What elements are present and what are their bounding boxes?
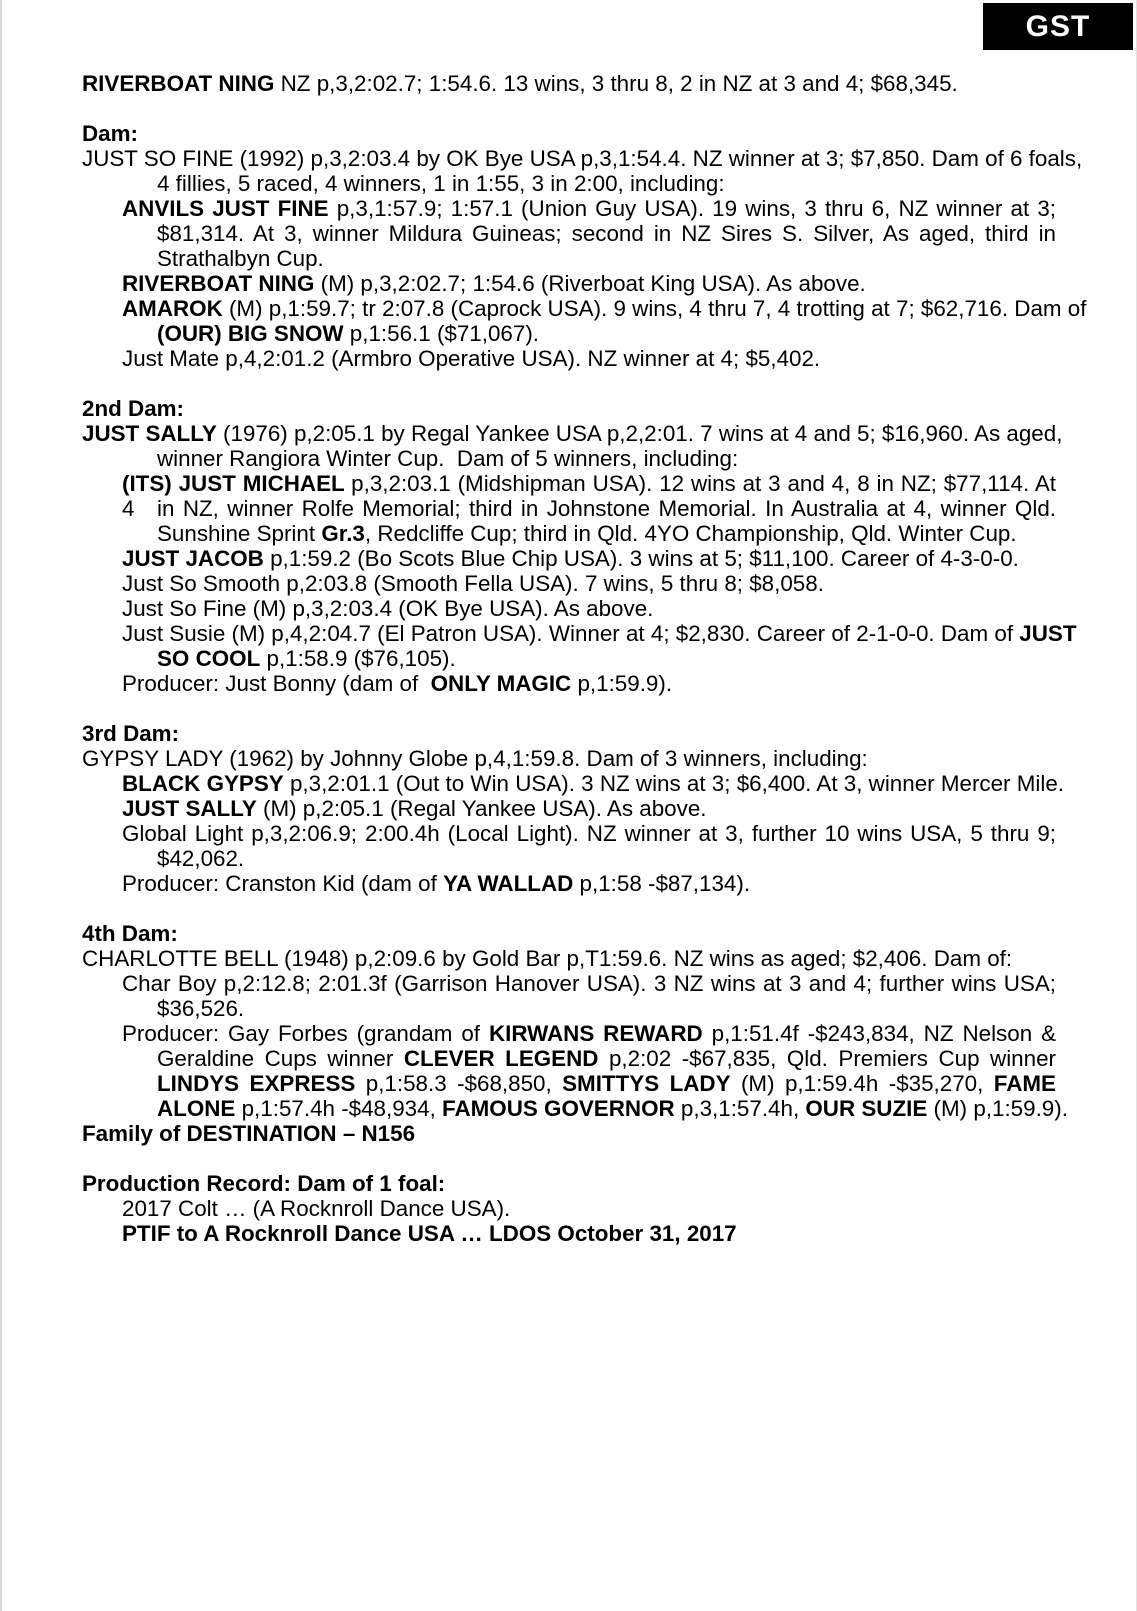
text-line: JUST SALLY (M) p,2:05.1 (Regal Yankee USA). As above. xyxy=(122,796,707,821)
text-line: Just Mate p,4,2:01.2 (Armbro Operative USA). NZ winner at 4; $5,402. xyxy=(122,346,821,371)
text-line: winner Rangiora Winter Cup. Dam of 5 winners, including: xyxy=(157,446,739,471)
text-line: $42,062. xyxy=(157,846,245,871)
text-line: Producer: Gay Forbes (grandam of KIRWANS REWARD p,1:51.4f -$243,834, NZ Nelson & xyxy=(122,1021,1057,1046)
text-line: 4 fillies, 5 raced, 4 winners, 1 in 1:55, 3 in 2:00, including: xyxy=(157,171,725,196)
section-header xyxy=(82,71,1056,96)
text-line: Producer: Just Bonny (dam of ONLY MAGIC p,1:59.9). xyxy=(122,671,673,696)
pedigree-text xyxy=(2,0,1136,1246)
text-line: GYPSY LADY (1962) by Johnny Globe p,4,1:59.8. Dam of 3 winners, including: xyxy=(82,746,868,771)
text-line: BLACK GYPSY p,3,2:01.1 (Out to Win USA). 3 NZ wins at 3; $6,400. At 3, winner Mercer Mile. xyxy=(122,771,1064,796)
section-second-dam xyxy=(82,396,1077,696)
text-line: ANVILS JUST FINE p,3,1:57.9; 1:57.1 (Union Guy USA). 19 wins, 3 thru 6, NZ winner at 3; xyxy=(122,196,1056,221)
text-line: CHARLOTTE BELL (1948) p,2:09.6 by Gold Bar p,T1:59.6. NZ wins as aged; $2,406. Dam of: xyxy=(82,946,1013,971)
text-line: Char Boy p,2:12.8; 2:01.3f (Garrison Hanover USA). 3 NZ wins at 3 and 4; further wins USA; xyxy=(122,971,1056,996)
text-line: RIVERBOAT NING (M) p,3,2:02.7; 1:54.6 (Riverboat King USA). As above. xyxy=(122,271,866,296)
text-line: Geraldine Cups winner CLEVER LEGEND p,2:02 -$67,835, Qld. Premiers Cup winner xyxy=(157,1046,1056,1071)
section-production-record xyxy=(82,1171,1056,1246)
section-heading: Dam: xyxy=(82,121,138,146)
text-line: PTIF to A Rocknroll Dance USA … LDOS October 31, 2017 xyxy=(122,1221,737,1246)
text-line: (OUR) BIG SNOW p,1:56.1 ($71,067). xyxy=(157,321,540,346)
text-line: Strathalbyn Cup. xyxy=(157,246,324,271)
text-line: JUST SO FINE (1992) p,3,2:03.4 by OK Bye USA p,3,1:54.4. NZ winner at 3; $7,850. Dam of 6 foals, xyxy=(82,146,1083,171)
text-line: Just So Fine (M) p,3,2:03.4 (OK Bye USA). As above. xyxy=(122,596,654,621)
text-line: ALONE p,1:57.4h -$48,934, FAMOUS GOVERNOR p,3,1:57.4h, OUR SUZIE (M) p,1:59.9). xyxy=(157,1096,1068,1121)
text-line: $81,314. At 3, winner Mildura Guineas; second in NZ Sires S. Silver, As aged, third in xyxy=(157,221,1056,246)
text-line: Global Light p,3,2:06.9; 2:00.4h (Local Light). NZ winner at 3, further 10 wins USA, 5 thru 9; xyxy=(122,821,1056,846)
text-line: in NZ, winner Rolfe Memorial; third in Johnstone Memorial. In Australia at 4, winner Qld. xyxy=(157,496,1056,521)
section-third-dam xyxy=(82,721,1064,896)
section-fourth-dam xyxy=(82,921,1068,1146)
text-line: $36,526. xyxy=(157,996,245,1021)
section-heading: 3rd Dam: xyxy=(82,721,180,746)
text-line: (ITS) JUST MICHAEL p,3,2:03.1 (Midshipman USA). 12 wins at 3 and 4, 8 in NZ; $77,114. At 4 xyxy=(122,471,1056,521)
text-line: Just So Smooth p,2:03.8 (Smooth Fella USA). 7 wins, 5 thru 8; $8,058. xyxy=(122,571,824,596)
text-line: JUST JACOB p,1:59.2 (Bo Scots Blue Chip USA). 3 wins at 5; $11,100. Career of 4-3-0-0. xyxy=(122,546,1019,571)
text-line: RIVERBOAT NING NZ p,3,2:02.7; 1:54.6. 13 wins, 3 thru 8, 2 in NZ at 3 and 4; $68,345. xyxy=(82,71,958,96)
section-heading: 4th Dam: xyxy=(82,921,178,946)
text-line: 2017 Colt … (A Rocknroll Dance USA). xyxy=(122,1196,511,1221)
text-line: Producer: Cranston Kid (dam of YA WALLAD p,1:58 -$87,134). xyxy=(122,871,751,896)
section-heading: Production Record: Dam of 1 foal: xyxy=(82,1171,446,1196)
section-heading: 2nd Dam: xyxy=(82,396,185,421)
text-line: SO COOL p,1:58.9 ($76,105). xyxy=(157,646,456,671)
text-line: JUST SALLY (1976) p,2:05.1 by Regal Yankee USA p,2,2:01. 7 wins at 4 and 5; $16,960. As aged, xyxy=(82,421,1063,446)
text-line: Just Susie (M) p,4,2:04.7 (El Patron USA). Winner at 4; $2,830. Career of 2-1-0-0. Dam of JUST xyxy=(122,621,1077,646)
text-line: LINDYS EXPRESS p,1:58.3 -$68,850, SMITTYS LADY (M) p,1:59.4h -$35,270, FAME xyxy=(157,1071,1056,1096)
section-dam xyxy=(82,121,1087,371)
text-line: Sunshine Sprint Gr.3, Redcliffe Cup; third in Qld. 4YO Championship, Qld. Winter Cup. xyxy=(157,521,1017,546)
text-line: Family of DESTINATION – N156 xyxy=(82,1121,416,1146)
gst-badge: GST xyxy=(983,3,1133,50)
text-line: AMAROK (M) p,1:59.7; tr 2:07.8 (Caprock USA). 9 wins, 4 thru 7, 4 trotting at 7; $62,716. Dam of xyxy=(122,296,1087,321)
